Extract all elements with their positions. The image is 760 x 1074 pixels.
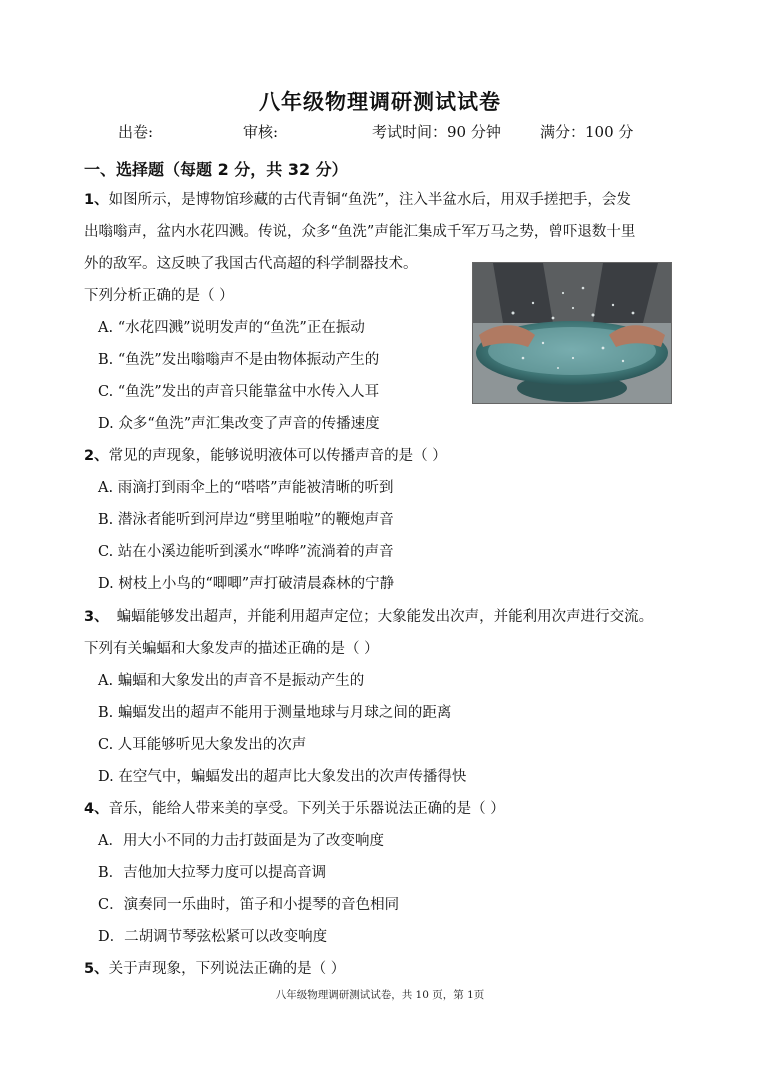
question-3 — [84, 605, 653, 626]
question-5-number: 5、 — [84, 961, 109, 977]
question-3-prompt: 下列有关蝙蝠和大象发声的描述正确的是（ ） — [84, 641, 379, 657]
fish-wash-photo — [472, 262, 672, 404]
question-2-number: 2、 — [84, 448, 109, 464]
question-4-option-b: B．吉他加大拉琴力度可以提高音调 — [98, 865, 327, 881]
question-2-text: 常见的声现象，能够说明液体可以传播声音的是（ ） — [108, 448, 447, 464]
question-1-option-a: A. “水花四溅”说明发声的“鱼洗”正在振动 — [98, 320, 365, 336]
question-5 — [84, 957, 345, 978]
question-4-number: 4、 — [84, 801, 109, 817]
question-1-option-c: C. “鱼洗”发出的声音只能靠盆中水传入人耳 — [98, 384, 380, 400]
page-footer: 八年级物理调研测试试卷，共 10 页，第 1页 — [275, 989, 485, 1001]
fish-wash-basin-icon — [473, 263, 671, 403]
question-4 — [84, 797, 505, 818]
question-3-text: 蝙蝠能够发出超声，并能利用超声定位；大象能发出次声，并能利用次声进行交流。 — [116, 609, 654, 625]
question-3-option-d: D. 在空气中，蝙蝠发出的超声比大象发出的次声传播得快 — [98, 769, 467, 785]
question-1-prompt: 下列分析正确的是（ ） — [84, 288, 234, 304]
question-2 — [84, 444, 447, 465]
question-3-option-c: C. 人耳能够听见大象发出的次声 — [98, 737, 307, 753]
question-2-option-b: B. 潜泳者能听到河岸边“劈里啪啦”的鞭炮声音 — [98, 512, 394, 528]
question-2-option-a: A. 雨滴打到雨伞上的“嗒嗒”声能被清晰的听到 — [98, 480, 394, 496]
full-score: 满分：100 分 — [540, 123, 634, 141]
question-1-option-d: D. 众多“鱼洗”声汇集改变了声音的传播速度 — [98, 416, 380, 432]
exam-title: 八年级物理调研测试试卷 — [259, 90, 501, 114]
question-2-option-d: D. 树枝上小鸟的“唧唧”声打破清晨森林的宁静 — [98, 576, 395, 592]
question-1-line-2: 出嗡嗡声，盆内水花四溅。传说，众多“鱼洗”声能汇集成千军万马之势，曾吓退数十里 — [84, 224, 636, 240]
question-4-option-a: A．用大小不同的力击打鼓面是为了改变响度 — [98, 833, 384, 849]
question-4-option-d: D．二胡调节琴弦松紧可以改变响度 — [98, 929, 328, 945]
question-3-option-a: A. 蝙蝠和大象发出的声音不是振动产生的 — [98, 673, 365, 689]
question-3-number: 3、 — [84, 609, 109, 625]
question-3-option-b: B. 蝙蝠发出的超声不能用于测量地球与月球之间的距离 — [98, 705, 452, 721]
exam-time: 考试时间：90 分钟 — [372, 123, 501, 141]
question-1-number: 1、 — [84, 192, 109, 208]
author-label: 出卷: — [118, 123, 154, 141]
question-1-option-b: B. “鱼洗”发出嗡嗡声不是由物体振动产生的 — [98, 352, 380, 368]
question-1-line-1 — [84, 188, 631, 209]
question-4-option-c: C．演奏同一乐曲时，笛子和小提琴的音色相同 — [98, 897, 400, 913]
reviewer-label: 审核: — [243, 123, 279, 141]
question-5-text: 关于声现象，下列说法正确的是（ ） — [108, 961, 346, 977]
question-4-text: 音乐，能给人带来美的享受。下列关于乐器说法正确的是（ ） — [108, 801, 505, 817]
question-1-line-3: 外的敌军。这反映了我国古代高超的科学制器技术。 — [84, 256, 418, 272]
question-2-option-c: C. 站在小溪边能听到溪水“哗哗”流淌着的声音 — [98, 544, 394, 560]
question-1-text: 如图所示，是博物馆珍藏的古代青铜“鱼洗”，注入半盆水后，用双手搓把手，会发 — [108, 192, 631, 208]
section-heading: 一、选择题（每题 2 分，共 32 分） — [84, 160, 348, 179]
